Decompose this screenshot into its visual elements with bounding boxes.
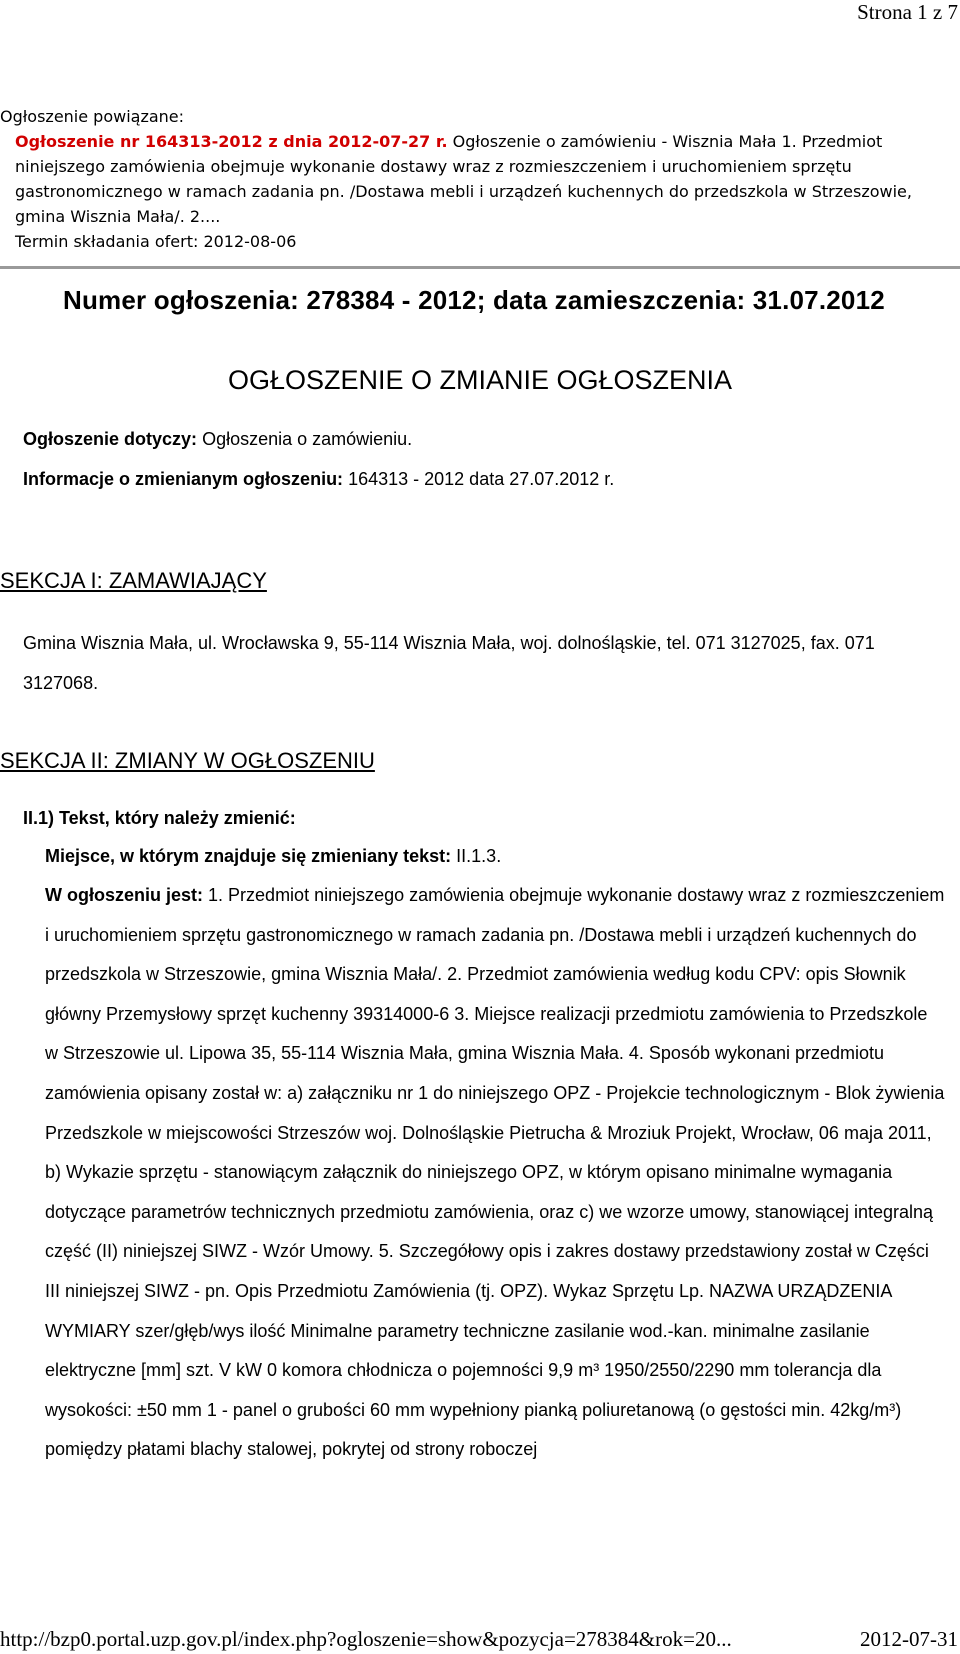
notice-title: OGŁOSZENIE O ZMIANIE OGŁOSZENIA: [227, 365, 733, 395]
related-deadline: Termin składania ofert: 2012-08-06: [15, 232, 297, 251]
current-text-block: [45, 876, 945, 1470]
current-label: W ogłoszeniu jest:: [45, 885, 204, 905]
footer-date: 2012-07-31: [860, 1627, 958, 1651]
related-label: Ogłoszenie powiązane:: [0, 107, 185, 126]
page-number: Strona 1 z 7: [857, 0, 958, 24]
related-notice: [0, 104, 960, 254]
page-header: [0, 0, 960, 30]
section1-address: Gmina Wisznia Mała, ul. Wrocławska 9, 55-114 Wisznia Mała, woj. dolnośląskie, tel. 071 3127025, fax. 071 3127068.: [23, 633, 875, 693]
related-summary: Ogłoszenie o zamówieniu - Wisznia Mała 1. Przedmiot niniejszego zamówienia obejmuje wykonanie dostawy wraz z rozmieszczeniem i uruchomieniem sprzętu gastronomicznego w ramach zadania pn. /Dostawa mebli i urządzeń kuchennych do przedszkola w Strzeszowie, gmina Wisznia Mała/. 2....: [15, 132, 912, 226]
concerns-row: [23, 426, 412, 452]
section2-heading: SEKCJA II: ZMIANY W OGŁOSZENIU: [0, 748, 375, 773]
related-notice-link[interactable]: Ogłoszenie nr 164313-2012 z dnia 2012-07-27 r.: [15, 132, 448, 151]
info-value: 164313 - 2012 data 27.07.2012 r.: [348, 469, 615, 489]
place-row: [45, 846, 945, 867]
section1-heading: SEKCJA I: ZAMAWIAJĄCY: [0, 568, 267, 593]
notice-number: Numer ogłoszenia: 278384 - 2012; data zamieszczenia: 31.07.2012: [63, 285, 885, 315]
info-label: Informacje o zmienianym ogłoszeniu:: [23, 469, 344, 489]
section2-item-label: II.1) Tekst, który należy zmienić:: [23, 808, 296, 828]
related-body: [0, 129, 915, 254]
place-label: Miejsce, w którym znajduje się zmieniany tekst:: [45, 846, 452, 866]
concerns-label: Ogłoszenie dotyczy:: [23, 429, 198, 449]
info-row: [23, 466, 614, 492]
place-value: II.1.3.: [456, 846, 502, 866]
divider: [0, 266, 960, 269]
concerns-value: Ogłoszenia o zamówieniu.: [202, 429, 413, 449]
current-text: 1. Przedmiot niniejszego zamówienia obejmuje wykonanie dostawy wraz z rozmieszczeniem i uruchomieniem sprzętu gastronomicznego w ramach zadania pn. /Dostawa mebli i urządzeń kuchennych do przedszkola w Strzeszowie, gmina Wisznia Mała/. 2. Przedmiot zamówienia według kodu CPV: opis Słownik główny Przemysłowy sprzęt kuchenny 39314000-6 3. Miejsce realizacji przedmiotu zamówienia to Przedszkole w Strzeszowie ul. Lipowa 35, 55-114 Wisznia Mała, gmina Wisznia Mała. 4. Sposób wykonani przedmiotu zamówienia opisany został w: a) załączniku nr 1 do niniejszego OPZ - Projekcie technologicznym - Blok żywienia Przedszkole w miejscowości Strzeszów woj. Dolnośląskie Pietrucha & Mroziuk Projekt, Wrocław, 06 maja 2011, b) Wykazie sprzętu - stanowiącym załącznik do niniejszego OPZ, w którym opisano minimalne wymagania dotyczące parametrów technicznych przedmiotu zamówienia, oraz c) we wzorze umowy, stanowiącej integralną część (II) niniejszej SIWZ - Wzór Umowy. 5. Szczegółowy opis i zakres dostawy przedstawiony został w Części III niniejszej SIWZ - pn. Opis Przedmiotu Zamówienia (tj. OPZ). Wykaz Sprzętu Lp. NAZWA URZĄDZENIA WYMIARY szer/głęb/wys ilość Minimalne parametry techniczne zasilanie wod.-kan. minimalne zasilanie elektryczne [mm] szt. V kW 0 komora chłodnicza o pojemności 9,9 m³ 1950/2550/2290 mm tolerancja dla wysokości: ±50 mm 1 - panel o grubości 60 mm wypełniony pianką poliuretanową (o gęstości min. 42kg/m³) pomiędzy płatami blachy stalowej, pokrytej od strony roboczej: [45, 885, 945, 1460]
page-footer: [0, 1622, 960, 1654]
footer-url: http://bzp0.portal.uzp.gov.pl/index.php?ogloszenie=show&pozycja=278384&rok=20...: [0, 1627, 732, 1651]
